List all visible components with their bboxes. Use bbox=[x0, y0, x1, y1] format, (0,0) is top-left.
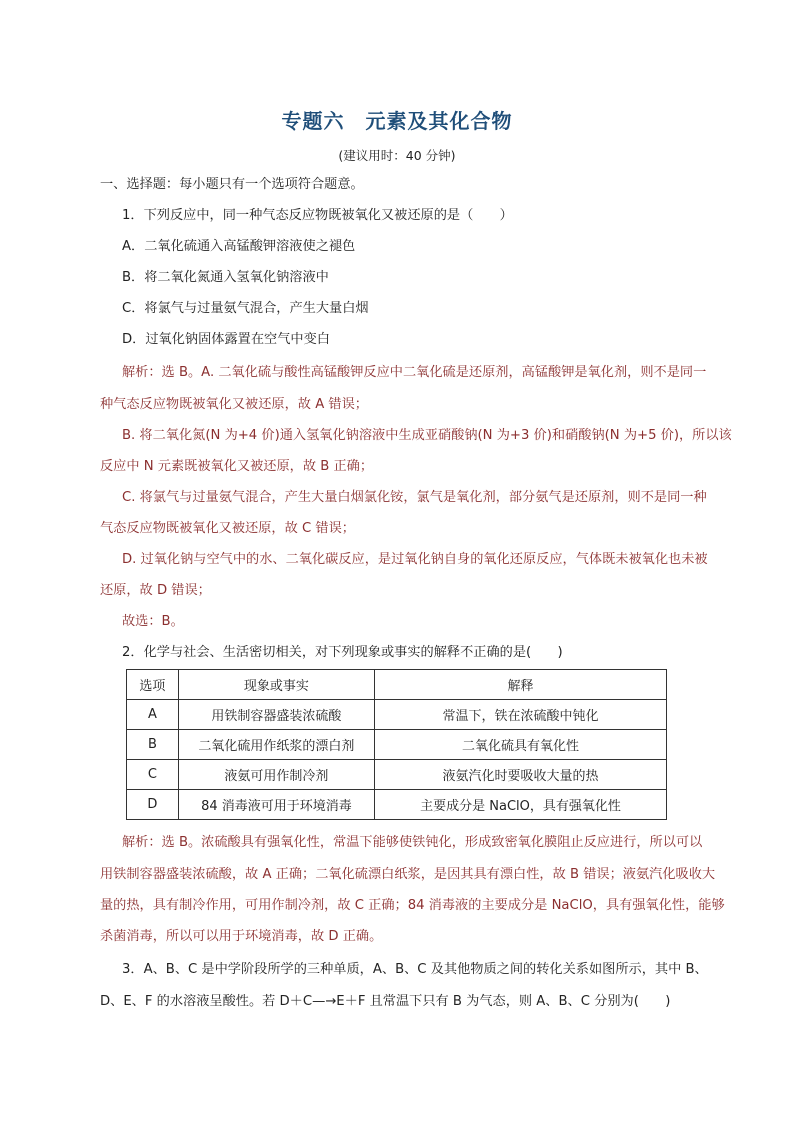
table-cell: D bbox=[127, 790, 179, 820]
q2-analysis-line: 量的热，具有制冷作用，可用作制冷剂，故 C 正确；84 消毒液的主要成分是 NaClO，具有强氧化性，能够 bbox=[100, 898, 725, 913]
time-suggestion: (建议用时：40 分钟) bbox=[338, 148, 456, 163]
q1-analysis-line: C. 将氯气与过量氨气混合，产生大量白烟氯化铵，氯气是氧化剂，部分氨气是还原剂，则不是同一种 bbox=[122, 490, 707, 505]
table-header: 解释 bbox=[375, 670, 667, 700]
q2-table bbox=[126, 669, 667, 820]
q2-analysis-line: 用铁制容器盛装浓硫酸，故 A 正确；二氧化硫漂白纸浆，是因其具有漂白性，故 B 错误；液氨汽化吸收大 bbox=[100, 867, 716, 882]
table-cell: B bbox=[127, 730, 179, 760]
table-cell: 84 消毒液可用于环境消毒 bbox=[178, 790, 374, 820]
table-row bbox=[127, 790, 667, 820]
q1-analysis-line: 还原，故 D 错误； bbox=[100, 583, 211, 598]
table-cell: C bbox=[127, 760, 179, 790]
table-cell: 用铁制容器盛装浓硫酸 bbox=[178, 700, 374, 730]
table-cell: 常温下，铁在浓硫酸中钝化 bbox=[375, 700, 667, 730]
q2-analysis-line: 解析：选 B。浓硫酸具有强氧化性，常温下能够使铁钝化，形成致密氧化膜阻止反应进行，所以可以 bbox=[122, 835, 703, 850]
q1-answer: 故选：B。 bbox=[122, 614, 184, 629]
q1-analysis-line: 种气态反应物既被氧化又被还原，故 A 错误； bbox=[100, 397, 368, 412]
q1-analysis-line: 解析：选 B。A. 二氧化硫与酸性高锰酸钾反应中二氧化硫是还原剂，高锰酸钾是氧化剂，则不是同一 bbox=[122, 365, 707, 380]
table-cell: 二氧化硫具有氧化性 bbox=[375, 730, 667, 760]
table-header: 选项 bbox=[127, 670, 179, 700]
table-header: 现象或事实 bbox=[178, 670, 374, 700]
q1-option-c: C．将氯气与过量氨气混合，产生大量白烟 bbox=[122, 301, 369, 316]
q3-stem-line: 3．A、B、C 是中学阶段所学的三种单质，A、B、C 及其他物质之间的转化关系如图所示，其中 B、 bbox=[122, 962, 708, 977]
q1-option-a: A．二氧化硫通入高锰酸钾溶液使之褪色 bbox=[122, 239, 356, 254]
table-row bbox=[127, 760, 667, 790]
table-cell: A bbox=[127, 700, 179, 730]
q1-analysis-line: 反应中 N 元素既被氧化又被还原，故 B 正确； bbox=[100, 459, 374, 474]
q2-analysis-line: 杀菌消毒，所以可以用于环境消毒，故 D 正确。 bbox=[100, 929, 383, 944]
table-row bbox=[127, 730, 667, 760]
section-heading: 一、选择题：每小题只有一个选项符合题意。 bbox=[100, 177, 364, 192]
q3-stem-line: D、E、F 的水溶液呈酸性。若 D＋C—→E＋F 且常温下只有 B 为气态，则 A、B、C 分别为( ) bbox=[100, 994, 671, 1009]
q1-stem: 1．下列反应中，同一种气态反应物既被氧化又被还原的是（ ） bbox=[122, 208, 513, 223]
table-cell: 二氧化硫用作纸浆的漂白剂 bbox=[178, 730, 374, 760]
q1-option-d: D．过氧化钠固体露置在空气中变白 bbox=[122, 332, 330, 347]
table-header-row bbox=[127, 670, 667, 700]
q1-analysis-line: B. 将二氧化氮(N 为+4 价)通入氢氧化钠溶液中生成亚硝酸钠(N 为+3 价)和硝酸钠(N 为+5 价)，所以该 bbox=[122, 428, 732, 443]
q2-stem: 2．化学与社会、生活密切相关，对下列现象或事实的解释不正确的是( ) bbox=[122, 645, 563, 660]
q1-analysis-line: 气态反应物既被氧化又被还原，故 C 错误； bbox=[100, 521, 355, 536]
q1-analysis-line: D. 过氧化钠与空气中的水、二氧化碳反应，是过氧化钠自身的氧化还原反应，气体既未被氧化也未被 bbox=[122, 552, 708, 567]
table-cell: 液氨汽化时要吸收大量的热 bbox=[375, 760, 667, 790]
table-cell: 主要成分是 NaClO，具有强氧化性 bbox=[375, 790, 667, 820]
table-cell: 液氨可用作制冷剂 bbox=[178, 760, 374, 790]
q1-option-b: B．将二氧化氮通入氢氧化钠溶液中 bbox=[122, 270, 329, 285]
page-title: 专题六 元素及其化合物 bbox=[281, 109, 513, 133]
table-row bbox=[127, 700, 667, 730]
